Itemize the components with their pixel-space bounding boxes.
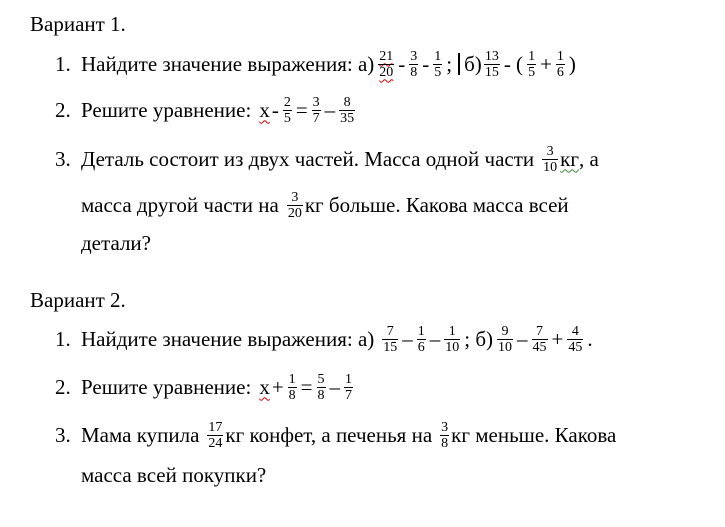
variant2-title: Вариант 2. <box>30 288 126 312</box>
v1-task3-line2 <box>81 184 569 226</box>
v1-task3-line3 <box>81 228 151 258</box>
fraction: $\frac{7}{15}$ <box>383 323 398 355</box>
operator: - <box>398 51 406 76</box>
task-text: кг конфет, а печенья на <box>225 422 433 447</box>
variant1-title: Вариант 1. <box>30 12 126 36</box>
operator: ) <box>568 51 576 76</box>
fraction: $\frac{3}{7}$ <box>312 94 320 126</box>
unit: кг <box>560 146 579 171</box>
fraction: $\frac{1}{5}$ <box>434 48 442 80</box>
task-text: масса другой части на <box>81 192 279 217</box>
variable-x: х <box>259 374 270 399</box>
v2-task3-line1 <box>55 414 616 456</box>
fraction: $\frac{1}{5}$ <box>528 48 536 80</box>
operator: = <box>295 97 308 122</box>
fraction: $\frac{2}{5}$ <box>283 94 291 126</box>
task-text: Решите уравнение: <box>81 97 252 122</box>
operator: ; б) <box>464 326 494 351</box>
operator: . <box>587 326 593 351</box>
fraction: $\frac{3}{8}$ <box>410 48 418 80</box>
variable-x: х <box>259 97 270 122</box>
operator: - <box>271 97 279 122</box>
fraction: $\frac{9}{10}$ <box>498 323 513 355</box>
task-text: Мама купила <box>81 422 200 447</box>
fraction: $\frac{3}{20}$ <box>287 189 302 221</box>
operator: - <box>422 51 430 76</box>
task-number: 1. <box>55 51 71 76</box>
v1-task1 <box>55 44 578 84</box>
v2-task1 <box>55 318 595 360</box>
text-cursor <box>458 53 460 75</box>
task-number: 1. <box>55 326 71 351</box>
fraction: $\frac{1}{7}$ <box>345 371 352 403</box>
task-text: Найдите значение выражения: а) <box>81 326 375 351</box>
task-number: 3. <box>55 146 71 171</box>
operator: + <box>551 326 564 351</box>
fraction: $\frac{8}{35}$ <box>340 94 355 126</box>
fraction: $\frac{1}{10}$ <box>445 323 460 355</box>
fraction: $\frac{13}{15}$ <box>484 48 499 80</box>
task-text: Найдите значение выражения: а) <box>81 51 375 76</box>
operator: – <box>329 374 340 399</box>
task-number: 2. <box>55 374 71 399</box>
fraction: $\frac{1}{8}$ <box>288 371 296 403</box>
fraction: $\frac{1}{6}$ <box>556 48 564 80</box>
operator: – <box>429 326 441 351</box>
fraction: $\frac{7}{45}$ <box>532 323 547 355</box>
operator: – <box>324 97 336 122</box>
operator: - ( <box>503 51 524 76</box>
task-number: 2. <box>55 97 71 122</box>
fraction: $\frac{3}{8}$ <box>441 419 449 451</box>
task-number: 3. <box>55 422 71 447</box>
v2-task3-line2 <box>81 460 266 490</box>
v1-task2 <box>55 90 357 130</box>
fraction: $\frac{21}{20}$ <box>379 48 394 80</box>
task-text: масса всей покупки? <box>81 462 267 487</box>
fraction: $\frac{1}{6}$ <box>417 323 425 355</box>
fraction: $\frac{17}{24}$ <box>208 419 223 451</box>
operator: + <box>271 374 284 399</box>
fraction: $\frac{3}{10}$ <box>543 143 558 175</box>
fraction: $\frac{5}{8}$ <box>317 371 325 403</box>
task-text: детали? <box>81 230 151 255</box>
operator: + <box>540 51 552 76</box>
operator: – <box>517 326 528 351</box>
task-text: Решите уравнение: <box>81 374 252 399</box>
operator: = <box>300 374 313 399</box>
part-label: б) <box>464 51 482 76</box>
operator: ; <box>446 51 453 76</box>
v2-task2 <box>55 366 355 408</box>
v1-task3-line1 <box>55 138 599 180</box>
task-text: Деталь состоит из двух частей. Масса одной части <box>81 146 535 171</box>
task-text: кг больше. Какова масса всей <box>304 192 569 217</box>
fraction: $\frac{4}{45}$ <box>568 323 583 355</box>
operator: – <box>402 326 413 351</box>
task-text: кг меньше. Какова <box>451 422 617 447</box>
task-text: , а <box>578 146 599 171</box>
